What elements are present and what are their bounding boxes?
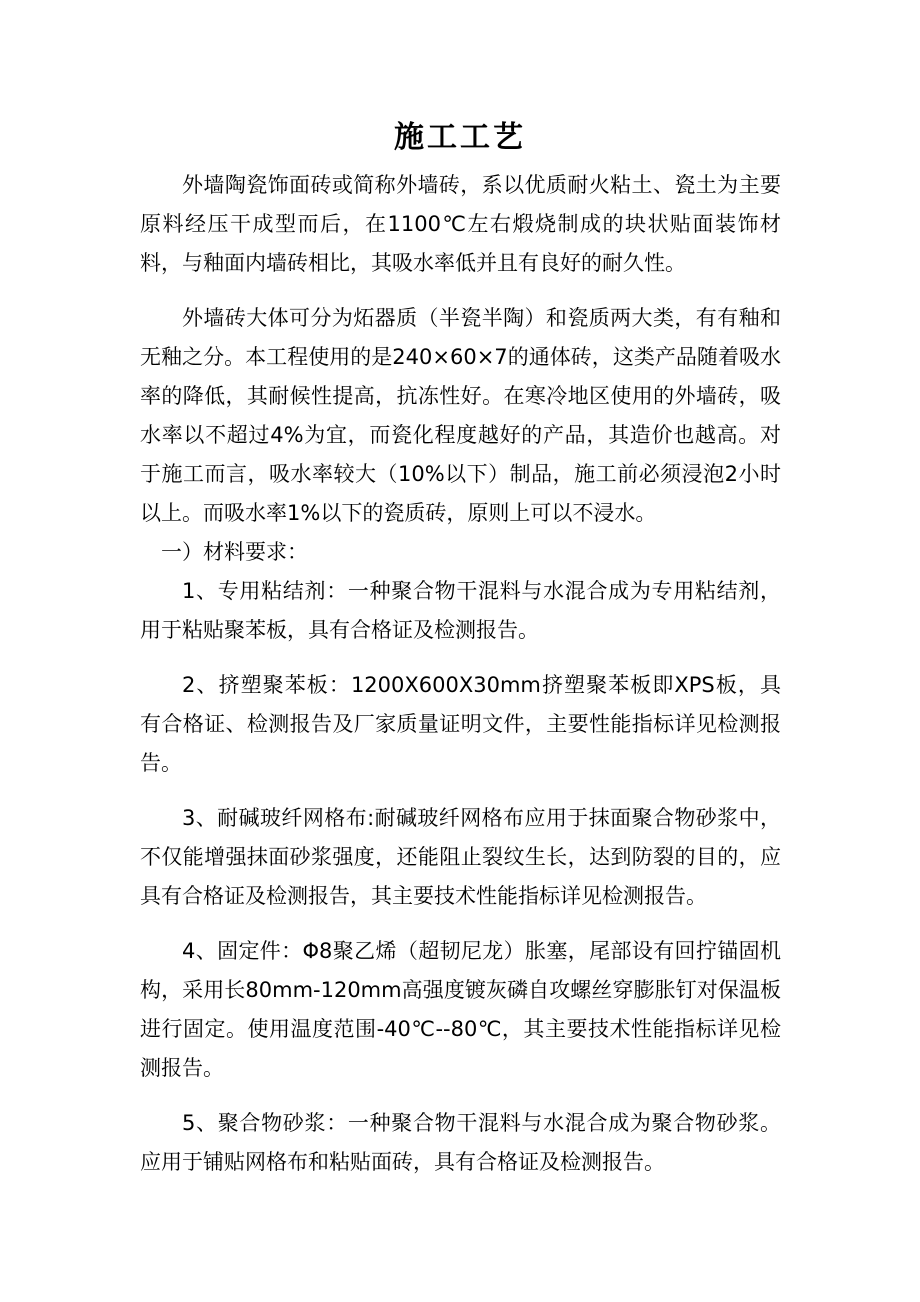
section-heading: 一）材料要求： <box>161 540 308 564</box>
intro-paragraph-1: 外墙陶瓷饰面砖或简称外墙砖，系以优质耐火粘土、瓷土为主要原料经压干成型而后，在1100℃左右煅烧制成的块状贴面装饰材料，与釉面内墙砖相比，其吸水率低并且有良好的耐久性。 <box>140 173 781 275</box>
intro-paragraph-2: 外墙砖大体可分为炻器质（半瓷半陶）和瓷质两大类，有有釉和无釉之分。本工程使用的是240×60×7的通体砖，这类产品随着吸水率的降低，其耐候性提高，抗冻性好。在寒冷地区使用的外墙砖，吸水率以不超过4%为宜，而瓷化程度越好的产品，其造价也越高。对于施工而言，吸水率较大（10%以下）制品，施工前必须浸泡2小时以上。而吸水率1%以下的瓷质砖，原则上可以不浸水。 <box>140 306 781 525</box>
material-item-1: 1、专用粘结剂：一种聚合物干混料与水混合成为专用粘结剂，用于粘贴聚苯板，具有合格证及检测报告。 <box>140 579 781 642</box>
material-item-3: 3、耐碱玻纤网格布:耐碱玻纤网格布应用于抹面聚合物砂浆中，不仅能增强抹面砂浆强度，还能阻止裂纹生长，达到防裂的目的，应具有合格证及检测报告，其主要技术性能指标详见检测报告。 <box>140 806 781 908</box>
material-item-4: 4、固定件：Φ8聚乙烯（超韧尼龙）胀塞，尾部设有回拧锚固机构，采用长80mm-120mm高强度镀灰磷自攻螺丝穿膨胀钉对保温板进行固定。使用温度范围-40℃--80℃，其主要技术性能指标详见检测报告。 <box>140 939 781 1080</box>
material-item-2: 2、挤塑聚苯板：1200X600X30mm挤塑聚苯板即XPS板，具有合格证、检测报告及厂家质量证明文件，主要性能指标详见检测报告。 <box>140 673 781 775</box>
document-body <box>140 166 781 1182</box>
material-item-5: 5、聚合物砂浆：一种聚合物干混料与水混合成为聚合物砂浆。应用于铺贴网格布和粘贴面砖，具有合格证及检测报告。 <box>140 1111 781 1174</box>
page-title: 施工工艺 <box>394 120 526 155</box>
